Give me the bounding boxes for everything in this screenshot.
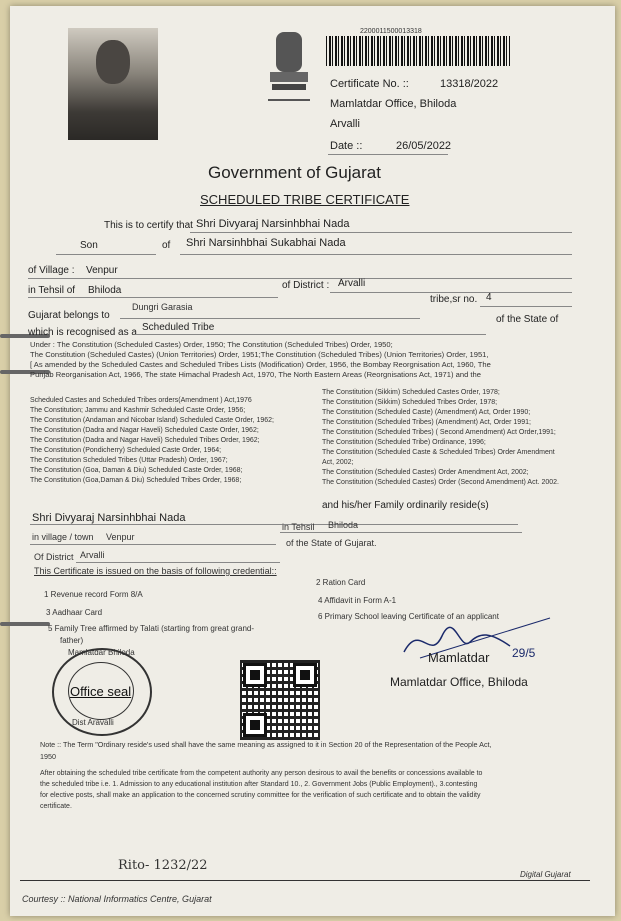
certify-label: This is to certify that [104,220,193,231]
signatory-office: Mamlatdar Office, Bhiloda [390,675,528,689]
barcode [326,36,510,66]
credential-item: 3 Aadhaar Card [46,608,103,617]
note-para-line: After obtaining the scheduled tribe certificate from the competent authority any person desirous to avail the benefits or concessions available to [40,770,483,777]
signatory-title: Mamlatdar [428,650,490,665]
credential-heading: This Certificate is issued on the basis of following credential:: [34,566,277,576]
tribe-sr-no: 4 [486,292,492,303]
tehsil: Bhiloda [88,285,122,296]
district: Arvalli [338,278,366,289]
note-para-line: certificate. [40,803,72,810]
issuing-district: Arvalli [330,118,360,130]
courtesy-footer: Courtesy :: National Informatics Centre, Gujarat [22,894,212,904]
order-item: The Constitution (Goa, Daman & Diu) Scheduled Caste Order, 1968; [30,467,243,474]
issue-date: 26/05/2022 [396,140,452,152]
credential-item: 6 Primary School leaving Certificate of an applicant [318,612,499,621]
res-district-label: Of District [34,552,74,562]
tehsil-label: in Tehsil of [28,285,76,296]
order-item: The Constitution (Dadra and Nagar Haveli) Scheduled Caste Order, 1962; [30,427,259,434]
seal-top-text: Mamlatdar Bhiloda [68,648,135,657]
res-state-label: of the State of Gujarat. [286,538,377,548]
res-district: Arvalli [80,550,105,560]
order-item: The Constitution (Scheduled Castes) Order (Second Amendment) Act. 2002. [322,479,559,486]
res-tehsil: Bhiloda [328,520,359,530]
document-title: Government of Gujarat [208,163,381,182]
credential-item: 5 Family Tree affirmed by Talati (starting from great grand- [48,624,255,633]
seal-center-text: Office seal [70,684,132,699]
order-item: Act, 2002; [322,459,354,466]
order-item: The Constitution (Scheduled Tribe) Ordinance, 1996; [322,439,486,446]
digital-gujarat-footer: Digital Gujarat [520,870,571,879]
handwritten-reference: Rito- 1232/22 [118,858,208,873]
order-item: The Constitution Scheduled Tribes (Uttar Pradesh) Order, 1967; [30,457,228,464]
credential-item: 1 Revenue record Form 8/A [44,590,143,599]
credential-item: 4 Affidavit in Form A-1 [318,596,397,605]
signature-date: 29/5 [512,646,536,660]
district-label: of District : [282,280,330,291]
under-line: The Constitution (Scheduled Castes) (Union Territories) Order, 1951;The Constitution (Scheduled Tribes) (Union Territories) Order, 1951, [30,350,489,359]
of-label: of [162,240,171,251]
applicant-photo [68,28,158,140]
note-paragraph [40,768,585,812]
village-label: of Village : [28,265,75,276]
village: Venpur [86,265,118,276]
note-para-line: for elective posts, shall make an application to the concerned scrutiny committee for the verification of such certificate and to obtain the validity [40,792,481,799]
date-label: Date :: [330,140,363,152]
under-line: Punjab Reorganisation Act, 1966, The state Himachal Pradesh Act, 1970, The North Eastern Areas (Reorgnisations Act, 1971) and the [30,370,481,379]
issuing-office: Mamlatdar Office, Bhiloda [330,98,457,110]
tribe-name: Dungri Garasia [132,302,193,312]
res-village-label: in village / town [32,532,94,542]
order-item: Scheduled Castes and Scheduled Tribes orders(Amendment ) Act,1976 [30,397,252,404]
res-village: Venpur [106,532,135,542]
father-name: Shri Narsinhbhai Sukabhai Nada [186,237,346,249]
applicant-name: Shri Divyaraj Narsinhbhai Nada [196,218,350,230]
credential-item: father) [60,636,84,645]
order-item: The Constitution (Scheduled Tribes) (Amendment) Act, Order 1991; [322,419,531,426]
state-label: of the State of [496,314,559,325]
order-item: The Constitution (Dadra and Nagar Haveli) Scheduled Tribes Order, 1962; [30,437,260,444]
under-line: Under : The Constitution (Scheduled Castes) Order, 1950; The Constitution (Scheduled Tribes) Order, 1950; [30,340,393,349]
order-item: The Constitution (Sikkim) Scheduled Castes Order, 1978; [322,389,500,396]
orders-right-column [322,388,592,488]
certificate-no: 13318/2022 [440,78,499,90]
res-tehsil-label: in Tehsil [282,522,315,532]
order-item: The Constitution (Pondicherry) Scheduled Caste Order, 1964; [30,447,222,454]
order-item: The Constitution (Andaman and Nicobar Island) Scheduled Caste Order, 1962; [30,417,274,424]
relation: Son [80,240,98,251]
order-item: The Constitution (Scheduled Castes) Order Amendment Act, 2002; [322,469,529,476]
under-line: [ As amended by the Scheduled Castes and Scheduled Tribes Lists (Modification) Order, 1956, the Bombay Reorgnisation Act, 1960, The [30,360,491,369]
barcode-number: 2200011500013318 [360,28,422,35]
resident-name: Shri Divyaraj Narsinhbhai Nada [32,512,186,524]
spiral-binding [0,622,50,626]
note-line: Note :: The Term "Ordinary reside's used shall have the same meaning as assigned to it in Section 20 of the Representation of the People Act, [40,740,492,749]
certificate-type: SCHEDULED TRIBE CERTIFICATE [200,192,410,207]
belongs-label: Gujarat belongs to [28,310,110,321]
national-emblem [262,28,316,106]
order-item: The Constitution; Jammu and Kashmir Scheduled Caste Order, 1956; [30,407,246,414]
recognised-label: which is recognised as a [28,327,137,338]
seal-bottom-text: Dist Aravalli [72,718,114,727]
order-item: The Constitution (Scheduled Caste) (Amendment) Act, Order 1990; [322,409,531,416]
qr-code [240,660,320,740]
order-item: The Constitution (Scheduled Caste & Scheduled Tribes) Order Amendment [322,449,555,456]
orders-left-column [30,396,314,486]
tribe-sr-label: tribe,sr no. [430,294,478,305]
order-item: The Constitution (Sikkim) Scheduled Tribes Order, 1978; [322,399,498,406]
recognised-as: Scheduled Tribe [142,322,215,333]
credential-item: 2 Ration Card [316,578,366,587]
office-seal [52,648,152,736]
family-reside-label: and his/her Family ordinarily reside(s) [322,500,489,511]
order-item: The Constitution (Scheduled Tribes) ( Second Amendment) Act Order,1991; [322,429,556,436]
order-item: The Constitution (Goa,Daman & Diu) Scheduled Tribes Order, 1968; [30,477,242,484]
note-year: 1950 [40,752,56,761]
note-para-line: the scheduled tribe i.e. 1. Admission to any educational institution after Standard 10., 2. Government Jobs (Public Employment)., 3.contesting [40,781,478,788]
under-text [30,340,590,380]
certificate-no-label: Certificate No. :: [330,78,409,90]
